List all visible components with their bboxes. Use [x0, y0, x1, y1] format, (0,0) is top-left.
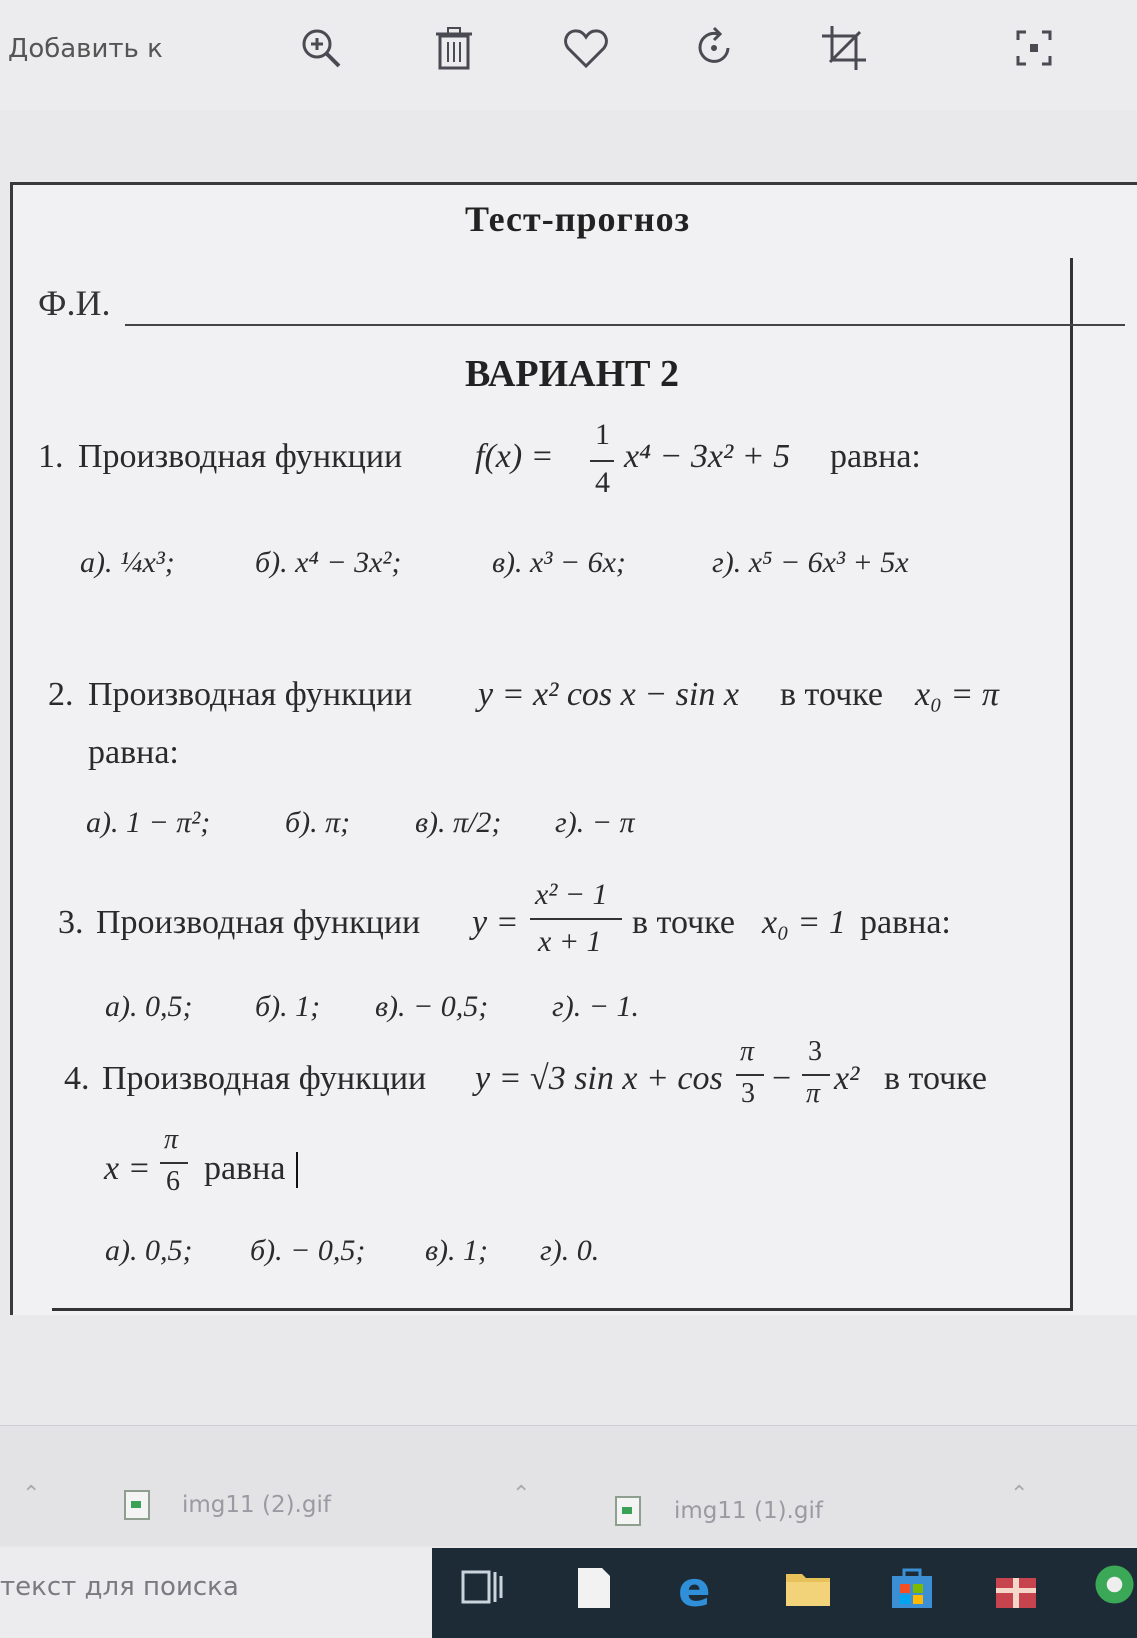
answer-b: б). − 0,5;	[250, 1234, 366, 1267]
delete-icon[interactable]	[428, 22, 480, 74]
viewer-toolbar	[0, 0, 1137, 110]
page-title: Тест-прогноз	[465, 199, 691, 239]
favorite-icon[interactable]	[560, 22, 612, 74]
fraction-bar	[160, 1162, 188, 1164]
answer-c: в). x³ − 6x;	[492, 546, 626, 579]
fio-underline	[125, 324, 1125, 326]
download-filename: img11 (2).gif	[182, 1492, 331, 1518]
question-suffix: равна	[204, 1150, 286, 1187]
point-value: x₀ = π	[915, 676, 999, 713]
file-icon[interactable]	[568, 1562, 620, 1614]
point-text: в точке	[780, 676, 883, 713]
answer-a: а). ¼x³;	[80, 546, 175, 579]
question-text: Производная функции	[96, 904, 421, 941]
chevron-up-icon[interactable]: ⌃	[512, 1482, 531, 1507]
question-suffix: равна:	[88, 734, 179, 771]
answer-a: а). 0,5;	[105, 1234, 193, 1267]
question-number: 1.	[38, 438, 64, 475]
search-input[interactable]: текст для поиска	[0, 1572, 239, 1602]
formula: x⁴ − 3x² + 5	[624, 438, 791, 475]
question-text: Производная функции	[88, 676, 413, 713]
point-value: x =	[104, 1150, 151, 1187]
gif-file-icon	[615, 1496, 641, 1526]
gift-icon[interactable]	[990, 1562, 1042, 1614]
question-number: 4.	[64, 1060, 90, 1097]
formula: y =	[472, 904, 519, 941]
answer-c: в). 1;	[425, 1234, 489, 1267]
question-number: 2.	[48, 676, 74, 713]
point-text: в точке	[884, 1060, 987, 1097]
question-suffix: равна:	[830, 438, 921, 475]
chevron-up-icon[interactable]: ⌃	[1010, 1482, 1029, 1507]
rotate-icon[interactable]	[688, 22, 740, 74]
answer-d: г). 0.	[540, 1234, 600, 1267]
taskbar-search-box[interactable]	[0, 1548, 432, 1638]
fraction-denominator: x + 1	[538, 925, 602, 958]
task-view-icon[interactable]	[455, 1562, 507, 1614]
formula: y = √3 sin x + cos	[475, 1060, 723, 1097]
fraction-denominator: 3	[741, 1078, 755, 1109]
answer-b: б). 1;	[255, 990, 321, 1023]
store-icon[interactable]	[886, 1562, 938, 1614]
fraction-denominator: 6	[166, 1166, 180, 1197]
answer-d: г). x⁵ − 6x³ + 5x	[712, 546, 909, 579]
fraction-bar	[736, 1074, 764, 1076]
question-suffix: равна:	[860, 904, 951, 941]
answer-d: г). − π	[555, 806, 635, 839]
fraction-numerator: x² − 1	[535, 878, 608, 911]
chrome-icon[interactable]	[1092, 1562, 1137, 1614]
fio-label: Ф.И.	[38, 283, 111, 323]
answer-d: г). − 1.	[552, 990, 639, 1023]
point-value: x₀ = 1	[762, 904, 846, 941]
fraction-numerator: 3	[808, 1036, 822, 1067]
answer-b: б). x⁴ − 3x²;	[255, 546, 402, 579]
fraction-bar	[530, 918, 622, 920]
file-explorer-icon[interactable]	[782, 1562, 834, 1614]
formula: f(x) =	[475, 438, 554, 475]
variant-heading: ВАРИАНТ 2	[465, 353, 680, 395]
fraction-bar	[802, 1074, 830, 1076]
answer-a: а). 0,5;	[105, 990, 193, 1023]
answer-b: б). π;	[285, 806, 351, 839]
answer-c: в). π/2;	[415, 806, 502, 839]
text-cursor	[296, 1152, 298, 1188]
download-filename: img11 (1).gif	[674, 1498, 823, 1524]
download-shelf	[0, 1425, 1137, 1546]
edge-icon[interactable]	[672, 1562, 724, 1614]
minus-sign: −	[772, 1060, 792, 1097]
gif-file-icon	[124, 1490, 150, 1520]
fraction-denominator: π	[806, 1078, 821, 1109]
answer-a: а). 1 − π²;	[86, 806, 211, 839]
taskbar	[0, 1548, 1137, 1638]
fraction-numerator: π	[740, 1036, 755, 1067]
zoom-in-icon[interactable]	[295, 22, 347, 74]
formula: y = x² cos x − sin x	[478, 676, 739, 713]
formula: x²	[834, 1060, 860, 1097]
question-text: Производная функции	[102, 1060, 427, 1097]
chevron-up-icon[interactable]: ⌃	[22, 1482, 41, 1507]
fraction-numerator: 1	[595, 418, 610, 451]
crop-icon[interactable]	[818, 22, 870, 74]
fullscreen-icon[interactable]	[1008, 22, 1060, 74]
point-text: в точке	[632, 904, 735, 941]
question-text: Производная функции	[78, 438, 403, 475]
add-to-button[interactable]: Добавить к	[8, 34, 163, 64]
svg-text:e: e	[678, 1562, 711, 1614]
answer-c: в). − 0,5;	[375, 990, 489, 1023]
question-number: 3.	[58, 904, 84, 941]
fraction-numerator: π	[164, 1124, 179, 1155]
fraction-bar	[590, 460, 614, 462]
fraction-denominator: 4	[595, 466, 610, 499]
